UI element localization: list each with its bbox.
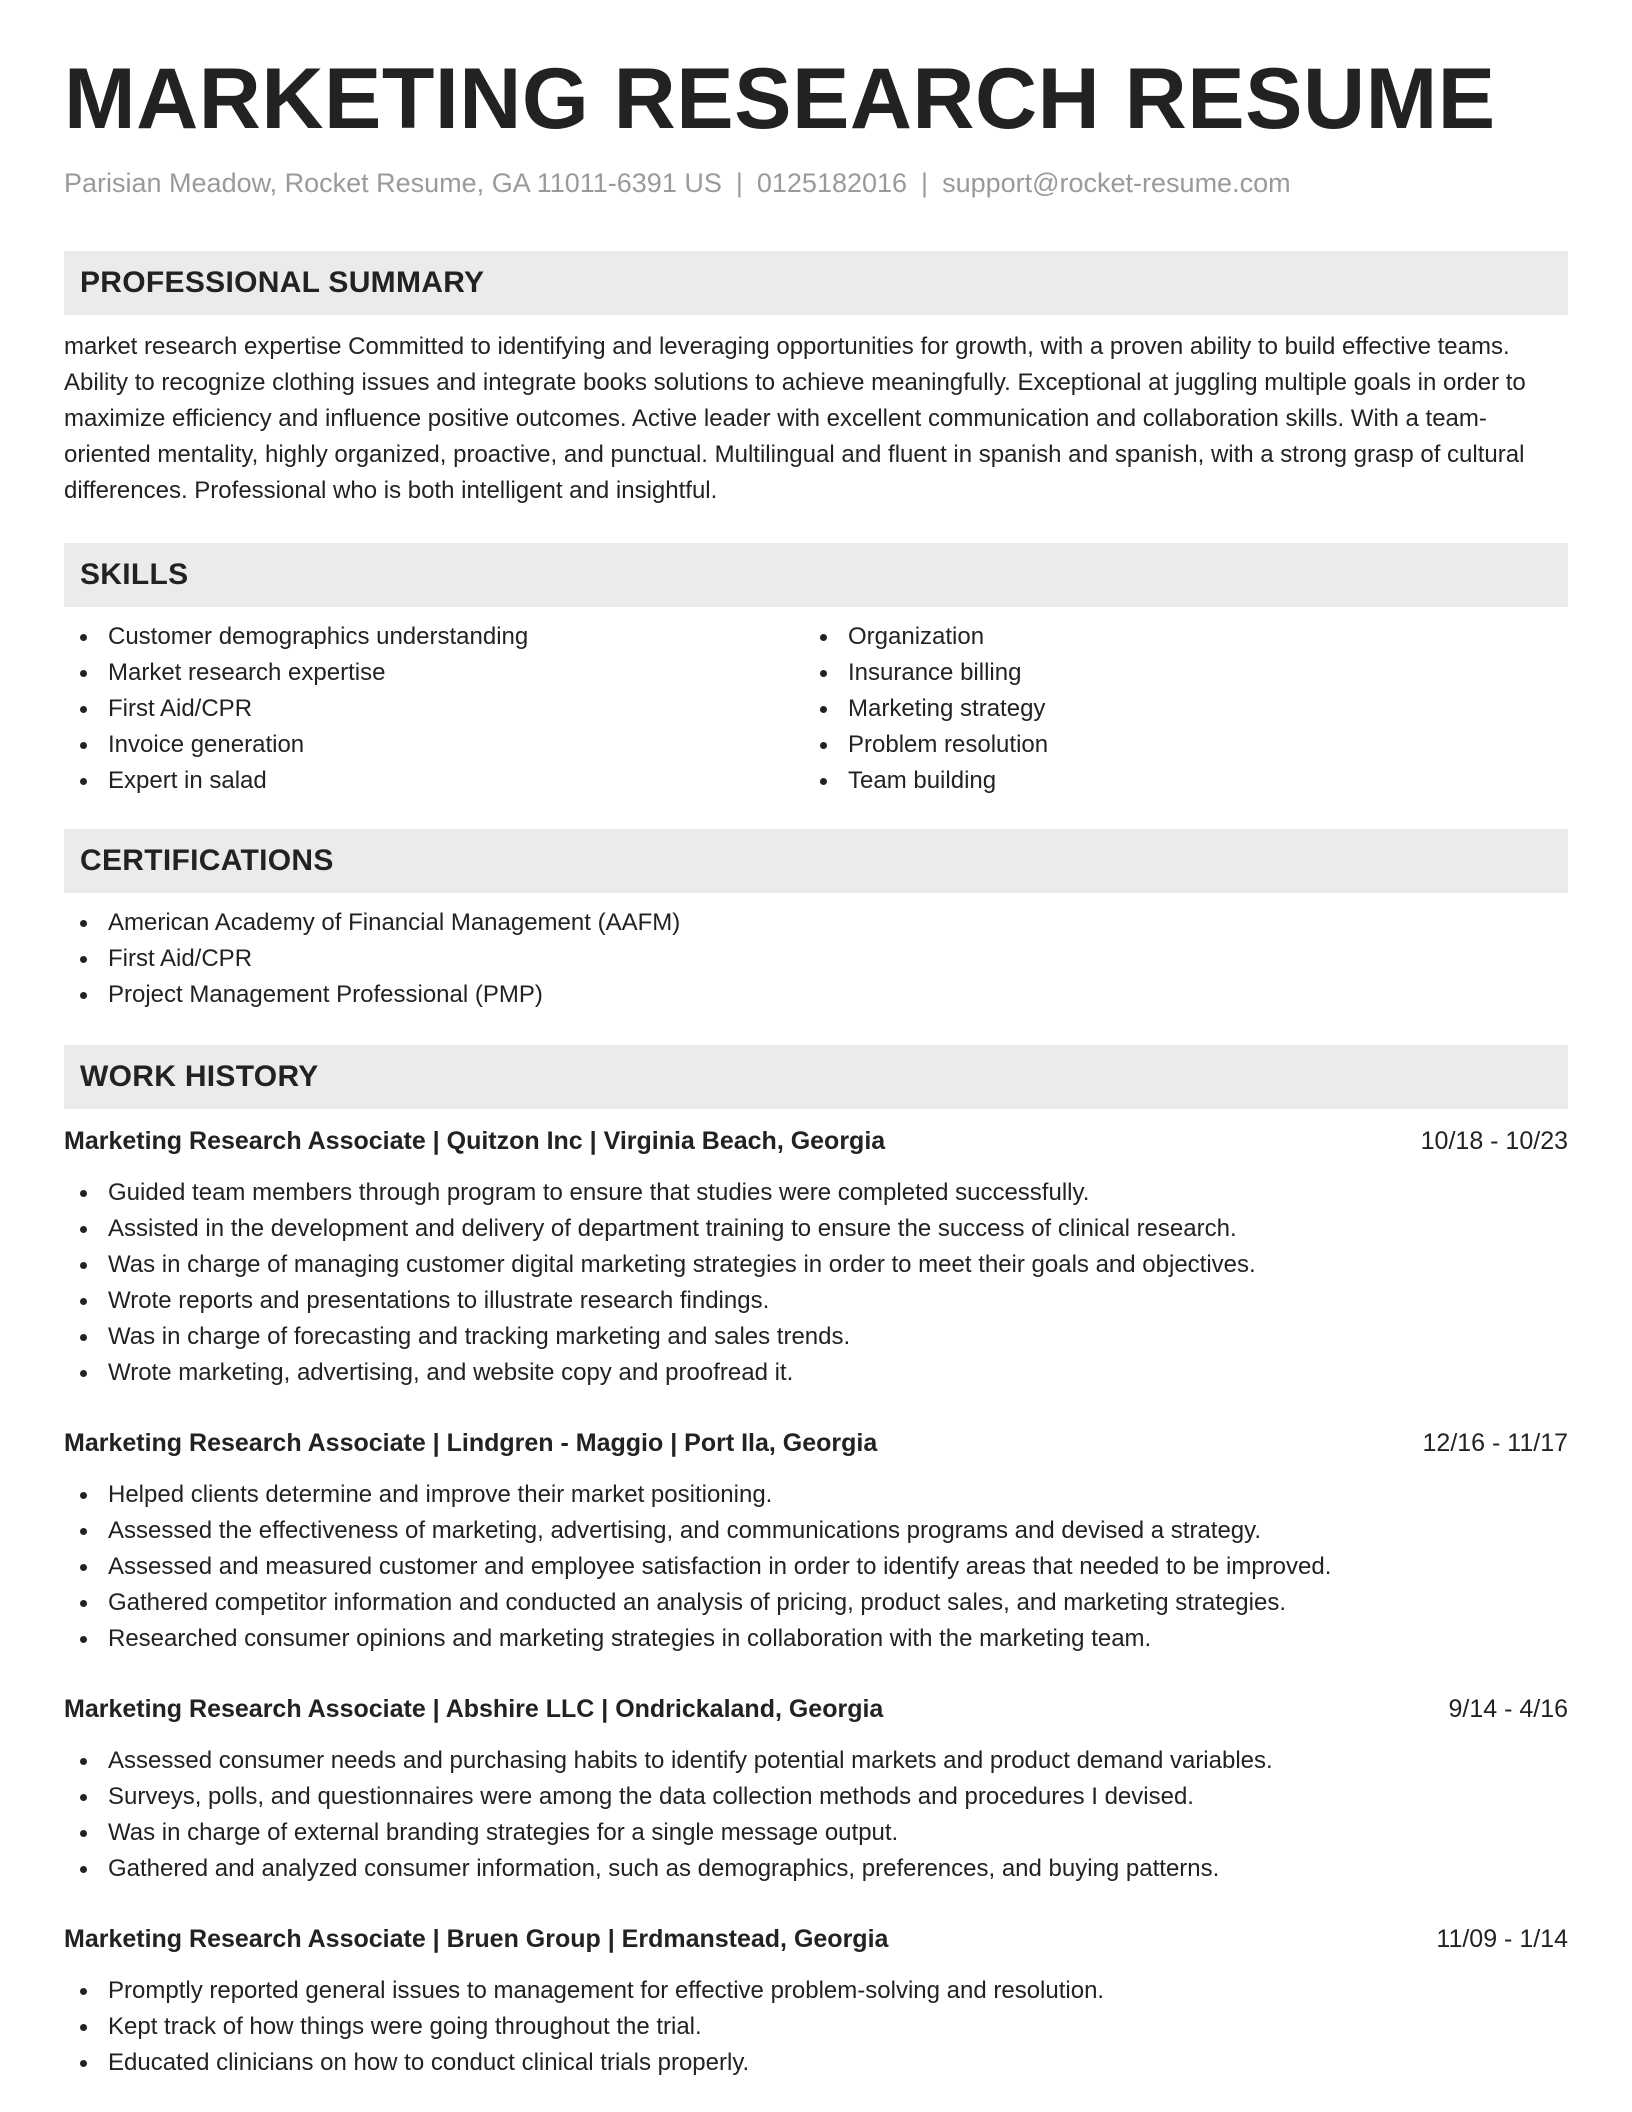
- job-title: Marketing Research Associate | Abshire LLC | Ondrickaland, Georgia: [64, 1694, 884, 1723]
- job-bullets: [64, 1175, 1568, 1391]
- job-dates: 10/18 - 10/23: [1420, 1126, 1568, 1155]
- skills-section-header: SKILLS: [64, 543, 1568, 607]
- job-bullet: Wrote marketing, advertising, and website copy and proofread it.: [64, 1355, 1568, 1391]
- skills-list: [64, 619, 1568, 799]
- job-entry: [64, 1123, 1568, 1391]
- skill-item: Organization: [804, 619, 1544, 655]
- job-entry: [64, 1691, 1568, 1887]
- skill-item: First Aid/CPR: [64, 691, 804, 727]
- contact-email: support@rocket-resume.com: [942, 167, 1291, 198]
- job-entry: [64, 1425, 1568, 1657]
- skill-item: Expert in salad: [64, 763, 804, 799]
- skill-item: Customer demographics understanding: [64, 619, 804, 655]
- job-bullet: Gathered competitor information and conducted an analysis of pricing, product sales, and marketing strategies.: [64, 1585, 1568, 1621]
- job-bullets: [64, 1973, 1568, 2081]
- job-title: Marketing Research Associate | Lindgren - Maggio | Port Ila, Georgia: [64, 1428, 878, 1457]
- skill-item: Invoice generation: [64, 727, 804, 763]
- job-bullet: Assessed consumer needs and purchasing habits to identify potential markets and product demand variables.: [64, 1743, 1568, 1779]
- job-bullet: Guided team members through program to ensure that studies were completed successfully.: [64, 1175, 1568, 1211]
- job-bullet: Assisted in the development and delivery of department training to ensure the success of clinical research.: [64, 1211, 1568, 1247]
- certification-item: American Academy of Financial Management (AAFM): [64, 905, 1568, 941]
- job-bullet: Kept track of how things were going throughout the trial.: [64, 2009, 1568, 2045]
- job-bullet: Researched consumer opinions and marketing strategies in collaboration with the marketing team.: [64, 1621, 1568, 1657]
- job-header: [64, 1425, 1568, 1461]
- contact-separator: |: [735, 167, 743, 198]
- certifications-section-header: CERTIFICATIONS: [64, 829, 1568, 893]
- skill-item: Market research expertise: [64, 655, 804, 691]
- job-bullet: Was in charge of external branding strategies for a single message output.: [64, 1815, 1568, 1851]
- job-dates: 11/09 - 1/14: [1436, 1924, 1568, 1953]
- job-bullet: Wrote reports and presentations to illustrate research findings.: [64, 1283, 1568, 1319]
- job-bullets: [64, 1743, 1568, 1887]
- skill-item: Marketing strategy: [804, 691, 1544, 727]
- job-dates: 9/14 - 4/16: [1448, 1694, 1568, 1723]
- job-bullet: Was in charge of managing customer digital marketing strategies in order to meet their goals and objectives.: [64, 1247, 1568, 1283]
- certification-item: First Aid/CPR: [64, 941, 1568, 977]
- summary-section-header: PROFESSIONAL SUMMARY: [64, 251, 1568, 315]
- job-entry: [64, 1921, 1568, 2081]
- certification-item: Project Management Professional (PMP): [64, 977, 1568, 1013]
- skill-item: Insurance billing: [804, 655, 1544, 691]
- job-bullet: Gathered and analyzed consumer information, such as demographics, preferences, and buying patterns.: [64, 1851, 1568, 1887]
- summary-text: market research expertise Committed to identifying and leveraging opportunities for growth, with a proven ability to build effective teams. Ability to recognize clothing issues and integrate books solutions to achieve meaningfully. Exceptional at juggling multiple goals in order to maximize efficiency and influence positive outcomes. Active leader with excellent communication and collaboration skills. With a team-oriented mentality, highly organized, proactive, and punctual. Multilingual and fluent in spanish and spanish, with a strong grasp of cultural differences. Professional who is both intelligent and insightful.: [64, 332, 1526, 504]
- job-title: Marketing Research Associate | Quitzon Inc | Virginia Beach, Georgia: [64, 1126, 886, 1155]
- job-title: Marketing Research Associate | Bruen Group | Erdmanstead, Georgia: [64, 1924, 889, 1953]
- contact-address: Parisian Meadow, Rocket Resume, GA 11011-6391 US: [64, 167, 722, 198]
- skills-left-column: [64, 619, 804, 799]
- job-bullet: Surveys, polls, and questionnaires were among the data collection methods and procedures I devised.: [64, 1779, 1568, 1815]
- job-bullet: Assessed and measured customer and employee satisfaction in order to identify areas that needed to be improved.: [64, 1549, 1568, 1585]
- job-bullets: [64, 1477, 1568, 1657]
- skills-right-column: [804, 619, 1544, 799]
- work-history-section-header: WORK HISTORY: [64, 1045, 1568, 1109]
- skill-item: Problem resolution: [804, 727, 1544, 763]
- job-bullet: Helped clients determine and improve their market positioning.: [64, 1477, 1568, 1513]
- contact-phone: 0125182016: [756, 167, 908, 198]
- job-bullet: Promptly reported general issues to management for effective problem-solving and resolution.: [64, 1973, 1568, 2009]
- certifications-list: [64, 905, 1568, 1013]
- job-bullet: Educated clinicians on how to conduct clinical trials properly.: [64, 2045, 1568, 2081]
- skill-item: Team building: [804, 763, 1544, 799]
- job-header: [64, 1691, 1568, 1727]
- resume-title: MARKETING RESEARCH RESUME: [64, 51, 1496, 147]
- job-dates: 12/16 - 11/17: [1422, 1428, 1568, 1457]
- contact-line: [64, 167, 1568, 199]
- job-header: [64, 1123, 1568, 1159]
- job-bullet: Assessed the effectiveness of marketing, advertising, and communications programs and devised a strategy.: [64, 1513, 1568, 1549]
- contact-separator: |: [921, 167, 929, 198]
- job-bullet: Was in charge of forecasting and tracking marketing and sales trends.: [64, 1319, 1568, 1355]
- job-header: [64, 1921, 1568, 1957]
